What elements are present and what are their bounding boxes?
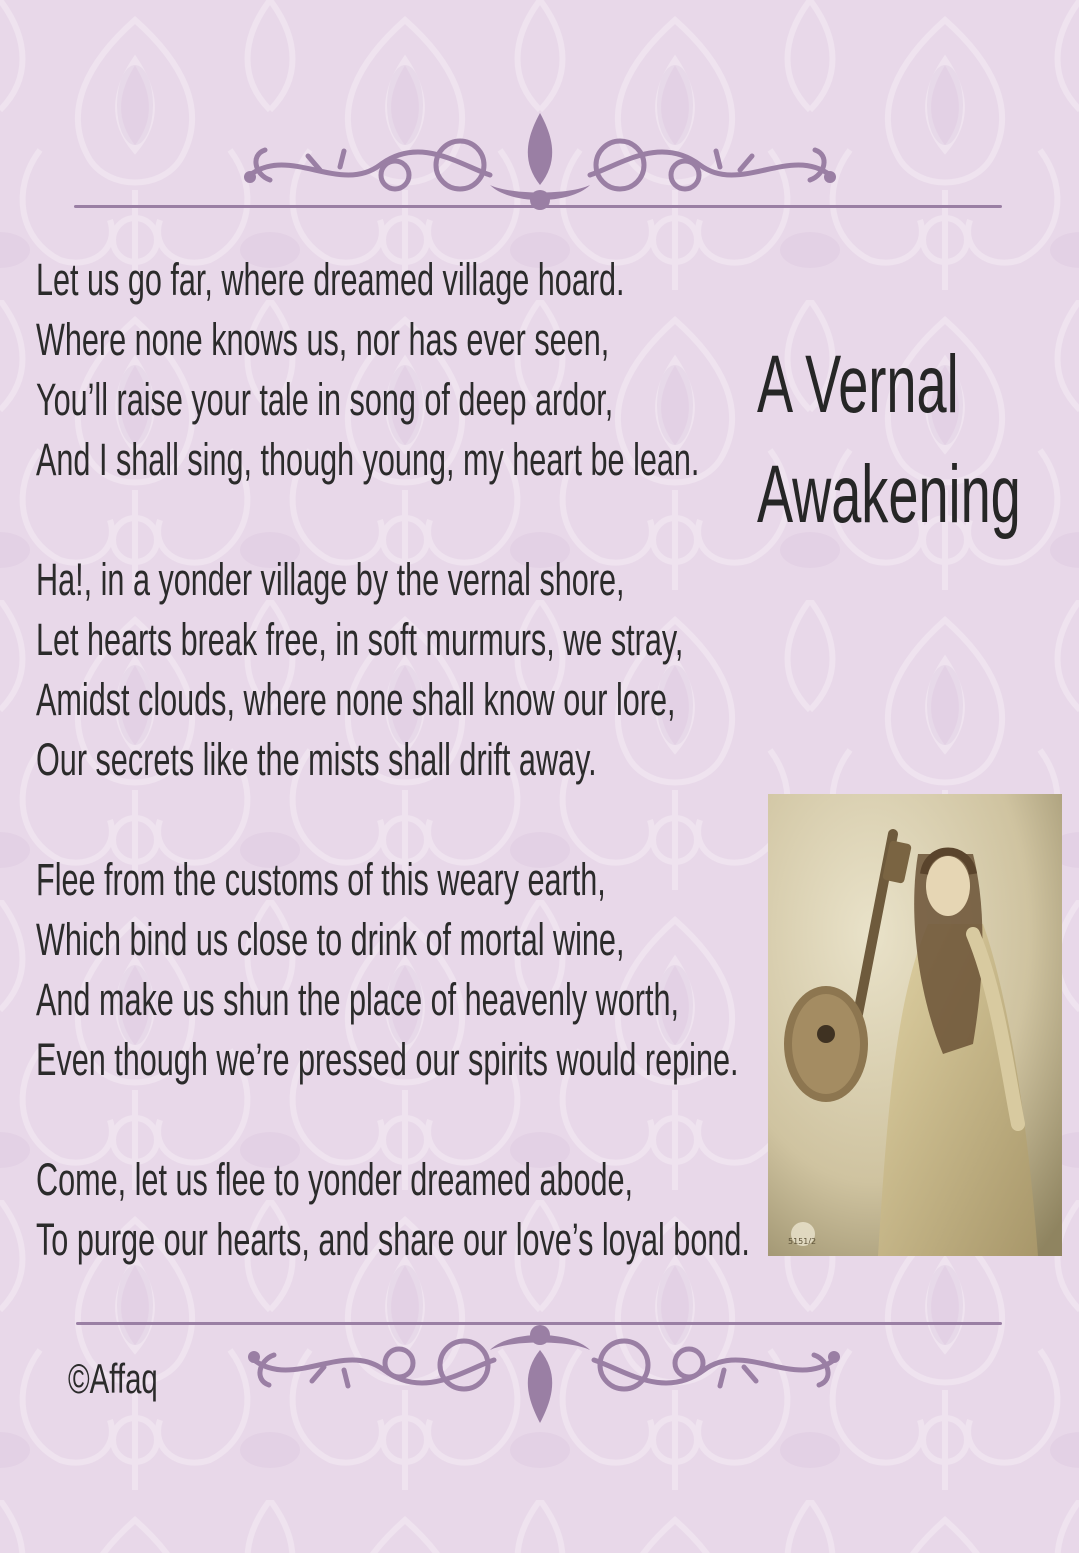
poem-line: To purge our hearts, and share our love’s loyal bond. [36, 1214, 750, 1265]
poem-line: Our secrets like the mists shall drift away. [36, 734, 597, 785]
poem-line: And make us shun the place of heavenly worth, [36, 974, 679, 1025]
poem-line: Let hearts break free, in soft murmurs, we stray, [36, 614, 684, 665]
poem-line: Flee from the customs of this weary earth, [36, 854, 606, 905]
poem-line: Which bind us close to drink of mortal wine, [36, 914, 625, 965]
vintage-photo-woman-with-mandolin [768, 794, 1062, 1256]
poem-line: Let us go far, where dreamed village hoard. [36, 254, 625, 305]
poem-line: And I shall sing, though young, my heart be lean. [36, 434, 700, 485]
author-credit: ©Affaq [68, 1355, 158, 1402]
poem-line: Amidst clouds, where none shall know our lore, [36, 674, 676, 725]
poem-line: Ha!, in a yonder village by the vernal shore, [36, 554, 625, 605]
bottom-flourish-ornament [234, 1305, 854, 1430]
stanza-4 [36, 1150, 784, 1270]
poem-line: Come, let us flee to yonder dreamed abode, [36, 1154, 634, 1205]
stanza-3 [36, 850, 784, 1090]
stanza-2 [36, 550, 784, 790]
poem-title [757, 330, 1021, 550]
top-divider-line [74, 205, 1002, 208]
poem-body [36, 250, 750, 1330]
poem-line: You’ll raise your tale in song of deep ardor, [36, 374, 614, 425]
poem-line: Where none knows us, nor has ever seen, [36, 314, 610, 365]
photo-stamp: 5151/2 [788, 1237, 817, 1246]
title-line-1: A Vernal [757, 339, 959, 430]
poem-line: Even though we’re pressed our spirits would repine. [36, 1034, 739, 1085]
photo-illustration [768, 794, 1062, 1256]
title-line-2: Awakening [757, 449, 1021, 540]
stanza-1 [36, 250, 784, 490]
